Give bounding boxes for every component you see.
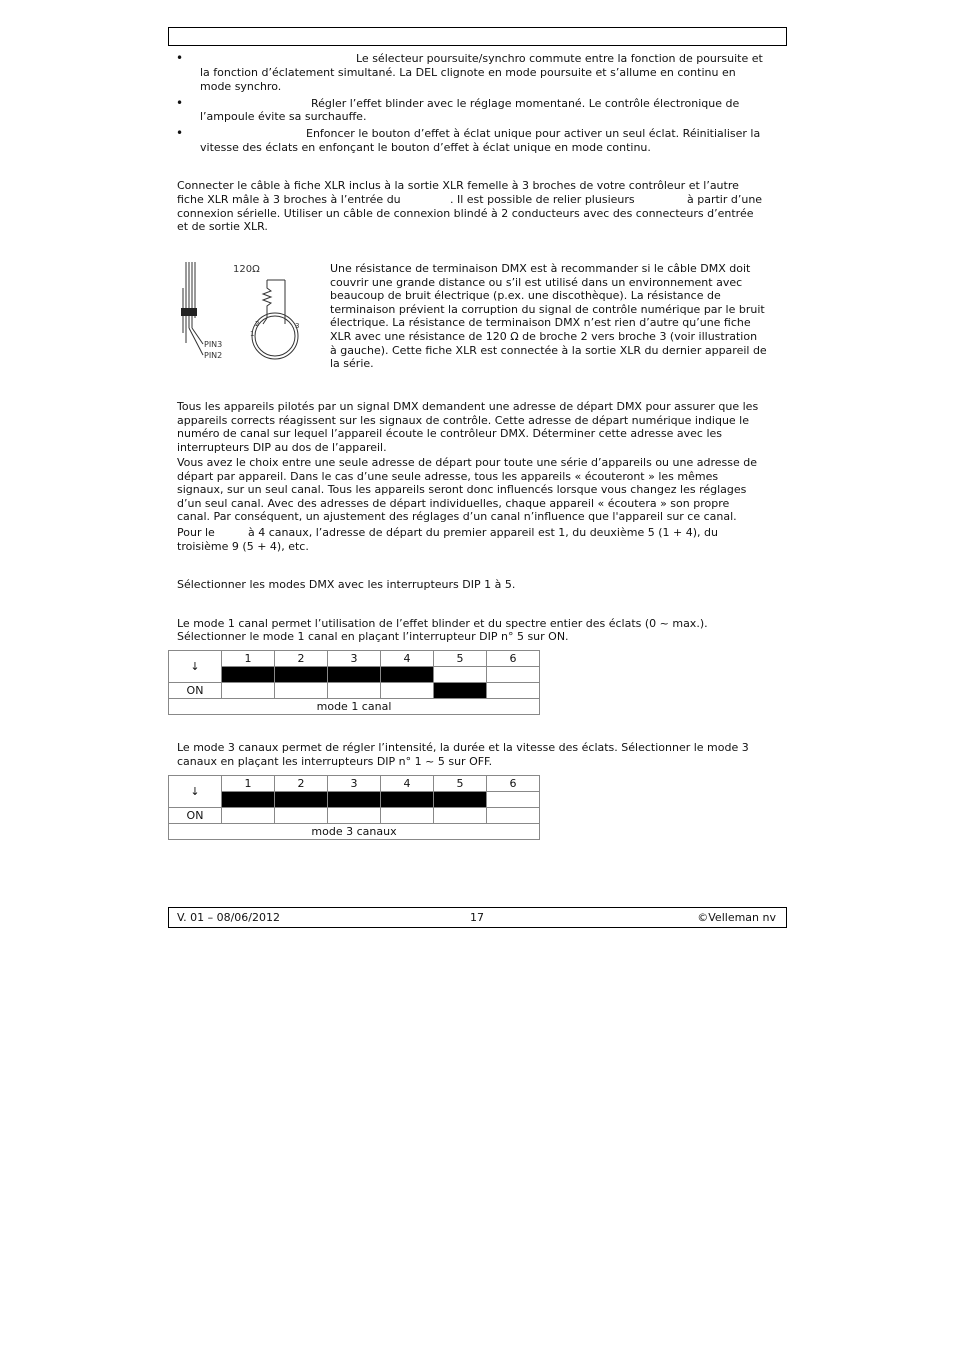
xlr-pin-3: 3 [295, 322, 300, 330]
termination-line: à gauche). Cette fiche XLR est connectée à la sortie XLR du dernier appareil de [330, 343, 767, 357]
dip-switch-off-cell [275, 792, 328, 808]
pin2-label: PIN2 [204, 351, 223, 360]
dip-number: 5 [434, 776, 487, 792]
bullet-dot: • [176, 126, 184, 140]
address-line: interrupteurs DIP au dos de l’appareil. [177, 440, 387, 454]
dip-switch-on-cell [381, 808, 434, 824]
connection-line: . Il est possible de relier plusieurs [450, 193, 635, 206]
dip-switch-off-cell [487, 792, 540, 808]
dip-switch-off-cell [487, 667, 540, 683]
dip-switch-off-cell [434, 667, 487, 683]
connection-line: Connecter le câble à fiche XLR inclus à la sortie XLR femelle à 3 broches de votre contrôleur et l’autre [177, 179, 739, 192]
bullet-1-rest: la fonction d’éclatement simultané. La DEL clignote en mode poursuite et s’allume en continu en mode synchro. [200, 66, 736, 93]
dip-table-mode1 [168, 650, 540, 715]
dip-switch-off-cell [328, 792, 381, 808]
address-line: canal. Par conséquent, un ajustement des réglages d’un canal n’influence que l'appareil sur ce canal. [177, 510, 737, 524]
bullet-1-line1: Le sélecteur poursuite/synchro commute entre la fonction de poursuite et [356, 52, 763, 65]
dip-number: 3 [328, 776, 381, 792]
arrow-down-icon: ↓ [169, 651, 222, 683]
bullet-3-line1: Enfoncer le bouton d’effet à éclat unique pour activer un seul éclat. Réinitialiser la [306, 127, 761, 140]
mode3-description: Le mode 3 canaux permet de régler l’intensité, la durée et la vitesse des éclats. Sélectionner le mode 3 [177, 741, 749, 754]
address-paragraph-2 [177, 456, 787, 524]
dip-switch-on-cell [328, 683, 381, 699]
dip-switch-off-cell [381, 667, 434, 683]
dip-number: 4 [381, 776, 434, 792]
address-line: numéro de canal sur lequel l’appareil écoute le contrôleur DMX. Déterminer cette adresse avec les [177, 427, 722, 441]
mode1-description: Le mode 1 canal permet l’utilisation de l’effet blinder et du spectre entier des éclats (0 ~ max.). [177, 617, 708, 630]
xlr-termination-figure [175, 258, 325, 368]
modes-intro: Sélectionner les modes DMX avec les interrupteurs DIP 1 à 5. [177, 578, 516, 591]
dip-switch-on-cell [381, 683, 434, 699]
page-footer [168, 907, 787, 928]
table-caption: mode 3 canaux [169, 824, 540, 840]
table-caption: mode 1 canal [169, 699, 540, 715]
connection-line: fiche XLR mâle à 3 broches à l’entrée du [177, 193, 401, 206]
termination-paragraph [330, 262, 790, 371]
dip-number: 3 [328, 651, 381, 667]
connection-line: et de sortie XLR. [177, 220, 268, 233]
bullet-3-rest: vitesse des éclats en enfonçant le bouton d’effet à éclat unique en mode continu. [200, 141, 651, 154]
bullet-dot: • [176, 96, 184, 110]
address-line: signaux, sur un seul canal. Tous les appareils seront donc influencés lorsque vous changez les réglages [177, 483, 747, 497]
footer-page-number: 17 [470, 911, 484, 924]
dip-switch-on-cell [275, 683, 328, 699]
address-line: départ par appareil. Dans le cas d’une seule adresse, tous les appareils « écouteront » les mêmes [177, 469, 719, 483]
dip-number: 4 [381, 651, 434, 667]
dip-switch-off-cell [222, 667, 275, 683]
bullet-2-rest: l’ampoule évite sa surchauffe. [200, 110, 367, 123]
dip-number: 5 [434, 651, 487, 667]
dip-switch-on-cell [328, 808, 381, 824]
on-label: ON [169, 808, 222, 824]
termination-line: la série. [330, 357, 374, 371]
cable-shield-band [181, 308, 197, 316]
dip-switch-on-cell [487, 808, 540, 824]
address-line: Tous les appareils pilotés par un signal DMX demandent une adresse de départ DMX pour assurer que les [177, 400, 759, 413]
dip-switch-off-cell [434, 792, 487, 808]
address-line: à 4 canaux, l’adresse de départ du premier appareil est 1, du deuxième 5 (1 + 4), du [248, 526, 718, 539]
xlr-pin-1: 1 [250, 330, 255, 338]
dip-switch-on-cell [222, 683, 275, 699]
pin3-label: PIN3 [204, 340, 223, 349]
on-label: ON [169, 683, 222, 699]
xlr-pin-2: 2 [255, 320, 260, 328]
dip-number: 1 [222, 651, 275, 667]
footer-version: V. 01 – 08/06/2012 [177, 911, 280, 924]
address-line: Pour le [177, 526, 215, 539]
address-line: appareils corrects réagissent sur les signaux de contrôle. Cette adresse de départ numérique indique le [177, 413, 750, 427]
dip-number: 1 [222, 776, 275, 792]
bullet-2-line1: Régler l’effet blinder avec le réglage momentané. Le contrôle électronique de [311, 97, 740, 110]
dip-switch-on-cell [487, 683, 540, 699]
address-line: Vous avez le choix entre une seule adresse de départ pour toute une série d’appareils ou une adresse de [177, 456, 757, 469]
dip-switch-on-cell [434, 683, 487, 699]
termination-line: Une résistance de terminaison DMX est à recommander si le câble DMX doit [330, 262, 751, 275]
termination-line: XLR avec une résistance de 120 Ω de broche 2 vers broche 3 (voir illustration [330, 329, 758, 343]
dip-switch-off-cell [328, 667, 381, 683]
termination-line: électrique. La résistance de terminaison DMX n’est rien d’autre qu’une fiche [330, 316, 751, 330]
dip-switch-off-cell [275, 667, 328, 683]
mode1-description: Sélectionner le mode 1 canal en plaçant l’interrupteur DIP n° 5 sur ON. [177, 630, 569, 643]
dip-switch-on-cell [434, 808, 487, 824]
dip-table-mode3 [168, 775, 540, 840]
dip-number: 2 [275, 776, 328, 792]
header-box [168, 27, 787, 46]
footer-copyright: ©Velleman nv [697, 911, 776, 924]
address-line: d’un seul canal. Avec des adresses de départ individuelles, chaque appareil « écoutera » son propre [177, 496, 730, 510]
dip-switch-on-cell [275, 808, 328, 824]
termination-line: couvrir une grande distance ou s’il est utilisé dans un environnement avec [330, 275, 743, 289]
resistor-label: 120Ω [233, 264, 260, 275]
mode3-description: canaux en plaçant les interrupteurs DIP n° 1 ~ 5 sur OFF. [177, 755, 493, 768]
termination-line: terminaison prévient la corruption du signal de contrôle numérique par le bruit [330, 302, 765, 316]
dip-switch-on-cell [222, 808, 275, 824]
address-paragraph-1 [177, 400, 787, 454]
termination-line: beaucoup de bruit électrique (p.ex. une discothèque). La résistance de [330, 289, 721, 303]
arrow-down-icon: ↓ [169, 776, 222, 808]
dip-number: 2 [275, 651, 328, 667]
bullet-dot: • [176, 51, 184, 65]
dip-number: 6 [487, 776, 540, 792]
address-line: troisième 9 (5 + 4), etc. [177, 540, 309, 553]
dip-switch-off-cell [222, 792, 275, 808]
dip-number: 6 [487, 651, 540, 667]
connection-line: connexion sérielle. Utiliser un câble de connexion blindé à 2 conducteurs avec des connecteurs d’entrée [177, 207, 754, 220]
connection-line: à partir d’une [687, 193, 763, 206]
dip-switch-off-cell [381, 792, 434, 808]
